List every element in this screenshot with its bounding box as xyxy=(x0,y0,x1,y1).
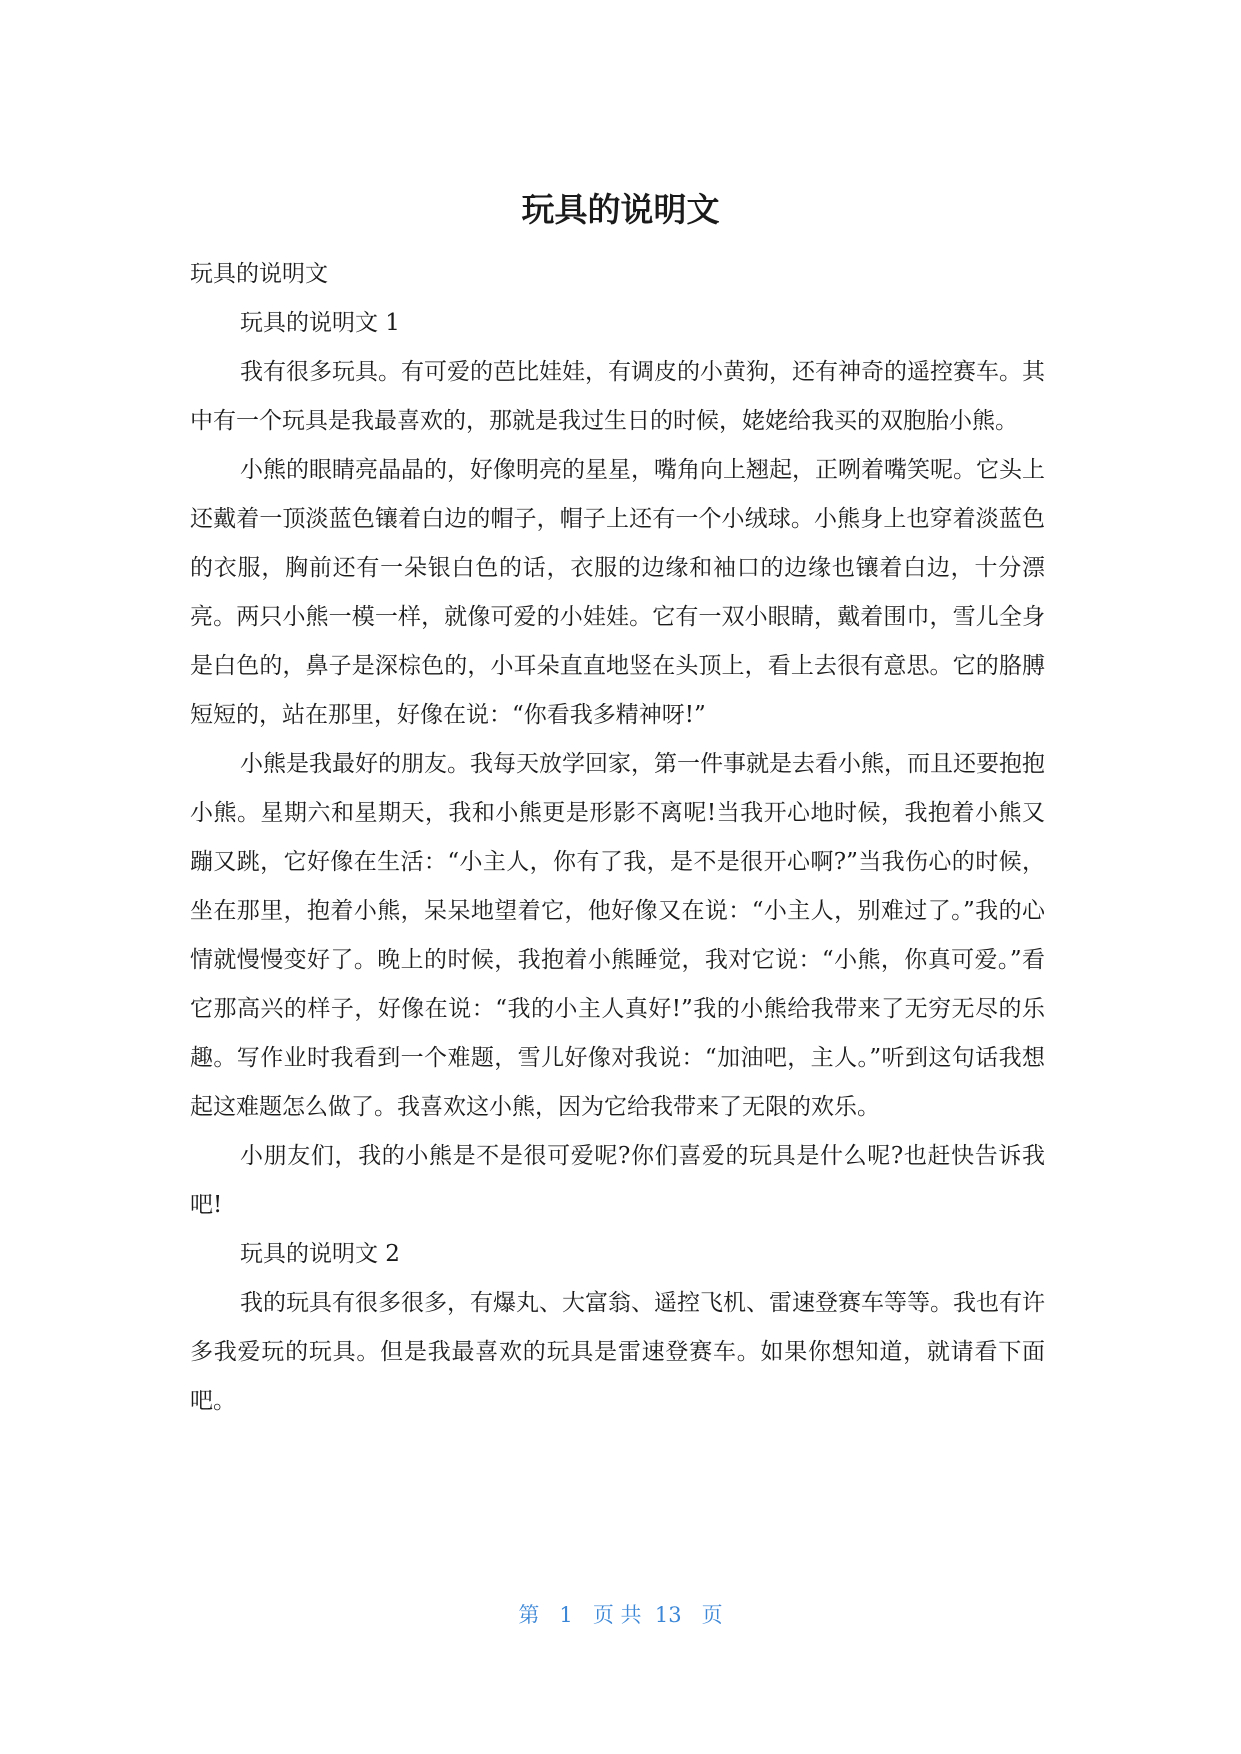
current-page-number: 1 xyxy=(559,1603,573,1627)
document-body xyxy=(190,250,1045,1426)
body-paragraph: 小熊是我最好的朋友。我每天放学回家，第一件事就是去看小熊，而且还要抱抱小熊。星期六和星期天，我和小熊更是形影不离呢!当我开心地时候，我抱着小熊又蹦又跳，它好像在生活：“小主人，你有了我，是不是很开心啊?”当我伤心的时候，坐在那里，抱着小熊，呆呆地望着它，他好像又在说：“小主人，别难过了。”我的心情就慢慢变好了。晚上的时候，我抱着小熊睡觉，我对它说：“小熊，你真可爱。”看它那高兴的样子，好像在说：“我的小主人真好!”我的小熊给我带来了无穷无尽的乐趣。写作业时我看到一个难题，雪儿好像对我说：“加油吧，主人。”听到这句话我想起这难题怎么做了。我喜欢这小熊，因为它给我带来了无限的欢乐。 xyxy=(190,751,1045,1120)
footer-suffix: 页 xyxy=(701,1603,723,1627)
body-paragraph: 我有很多玩具。有可爱的芭比娃娃，有调皮的小黄狗，还有神奇的遥控赛车。其中有一个玩具是我最喜欢的，那就是我过生日的时候，姥姥给我买的双胞胎小熊。 xyxy=(190,359,1045,434)
body-paragraph: 我的玩具有很多很多，有爆丸、大富翁、遥控飞机、雷速登赛车等等。我也有许多我爱玩的玩具。但是我最喜欢的玩具是雷速登赛车。如果你想知道，就请看下面吧。 xyxy=(190,1290,1045,1414)
body-paragraph: 小熊的眼睛亮晶晶的，好像明亮的星星，嘴角向上翘起，正咧着嘴笑呢。它头上还戴着一顶淡蓝色镶着白边的帽子，帽子上还有一个小绒球。小熊身上也穿着淡蓝色的衣服，胸前还有一朵银白色的话，衣服的边缘和袖口的边缘也镶着白边，十分漂亮。两只小熊一模一样，就像可爱的小娃娃。它有一双小眼睛，戴着围巾，雪儿全身是白色的，鼻子是深棕色的，小耳朵直直地竖在头顶上，看上去很有意思。它的胳膊短短的，站在那里，好像在说：“你看我多精神呀!” xyxy=(190,457,1045,728)
footer-prefix: 第 xyxy=(518,1603,540,1627)
total-pages-number: 13 xyxy=(654,1603,682,1627)
footer-middle: 页 共 xyxy=(592,1603,642,1627)
document-title: 玩具的说明文 xyxy=(521,190,720,229)
body-paragraph: 玩具的说明文 xyxy=(190,261,328,287)
page-footer xyxy=(0,1600,1241,1630)
section-heading-2: 玩具的说明文 2 xyxy=(240,1241,400,1267)
body-paragraph: 小朋友们，我的小熊是不是很可爱呢?你们喜爱的玩具是什么呢?也赶快告诉我吧! xyxy=(190,1143,1045,1218)
section-heading-1: 玩具的说明文 1 xyxy=(240,310,400,336)
